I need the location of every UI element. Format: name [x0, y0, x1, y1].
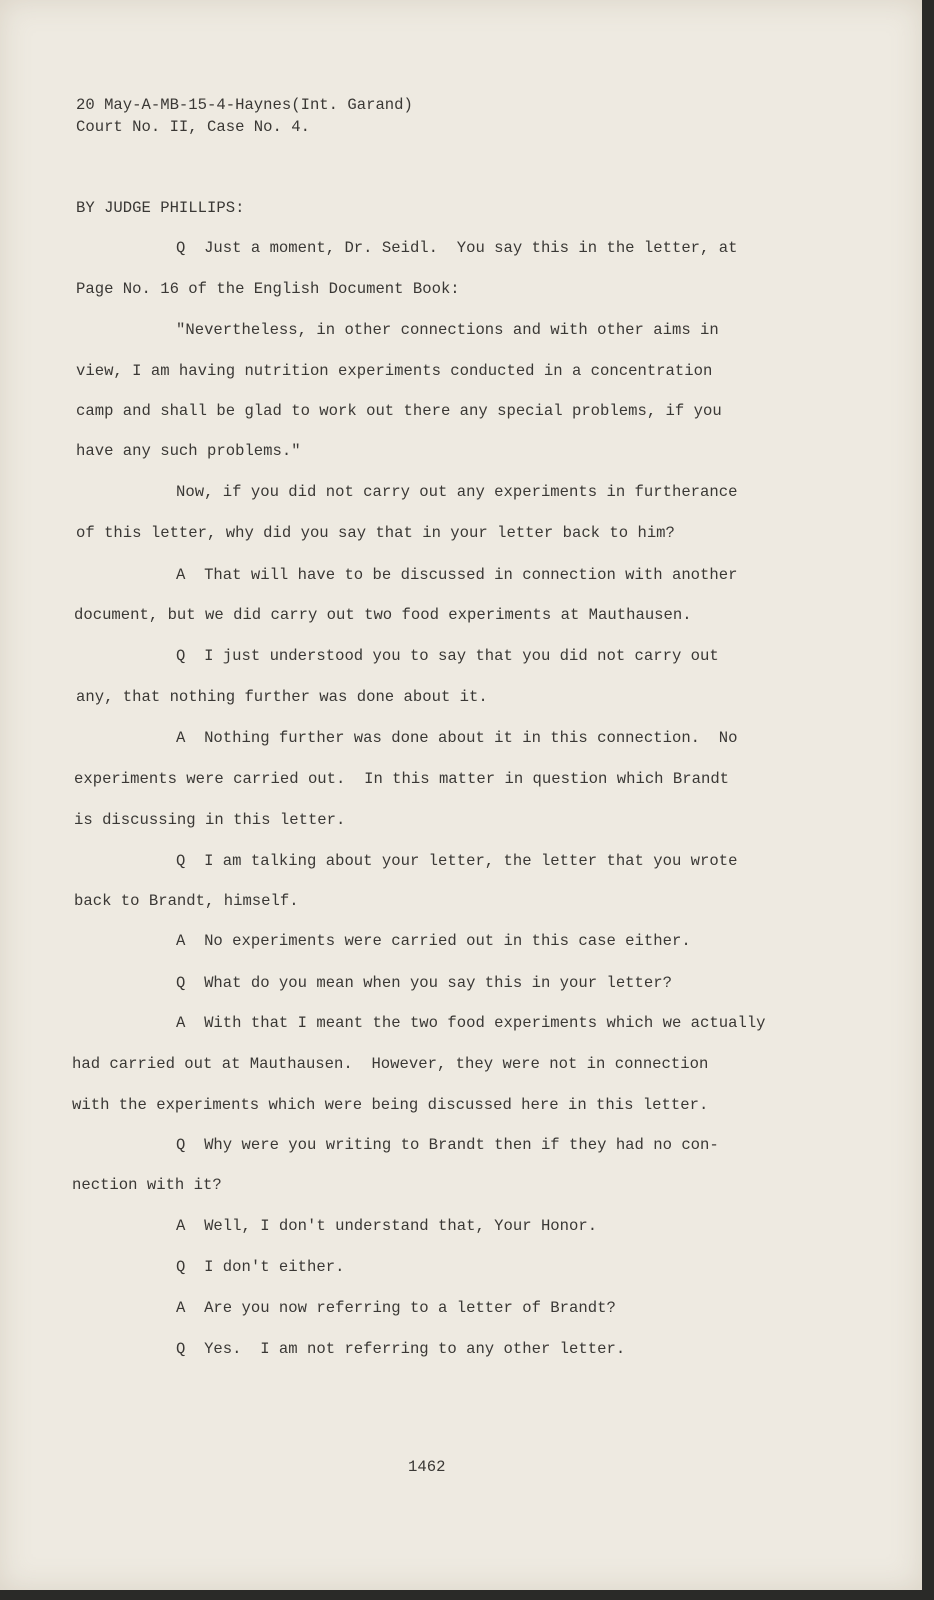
transcript-line: Q Just a moment, Dr. Seidl. You say this in the letter, at — [176, 239, 738, 257]
speaker-heading: BY JUDGE PHILLIPS: — [76, 199, 245, 217]
transcript-line: "Nevertheless, in other connections and with other aims in — [176, 321, 719, 339]
transcript-line: is discussing in this letter. — [74, 811, 346, 829]
transcript-line: Q What do you mean when you say this in your letter? — [176, 974, 672, 992]
transcript-line: Now, if you did not carry out any experiments in furtherance — [176, 483, 738, 501]
transcript-line: Q Yes. I am not referring to any other letter. — [176, 1340, 626, 1358]
transcript-line: back to Brandt, himself. — [74, 892, 299, 910]
transcript-line: A Nothing further was done about it in this connection. No — [176, 729, 738, 747]
transcript-line: have any such problems." — [76, 442, 301, 460]
transcript-line: A No experiments were carried out in this case either. — [176, 932, 691, 950]
transcript-line: experiments were carried out. In this matter in question which Brandt — [74, 770, 730, 788]
transcript-line: camp and shall be glad to work out there any special problems, if you — [76, 402, 722, 420]
page-number: 1462 — [408, 1458, 446, 1476]
transcript-line: A Are you now referring to a letter of Brandt? — [176, 1299, 616, 1317]
header-line-1: 20 May-A-MB-15-4-Haynes(Int. Garand) — [76, 96, 413, 114]
transcript-line: A With that I meant the two food experiments which we actually — [176, 1014, 766, 1032]
transcript-line: any, that nothing further was done about it. — [76, 688, 488, 706]
transcript-line: A Well, I don't understand that, Your Honor. — [176, 1217, 598, 1235]
transcript-line: Q I don't either. — [176, 1258, 345, 1276]
header-line-2: Court No. II, Case No. 4. — [76, 118, 310, 136]
transcript-line: Q Why were you writing to Brandt then if they had no con- — [176, 1136, 719, 1154]
transcript-line: had carried out at Mauthausen. However, they were not in connection — [72, 1055, 709, 1073]
transcript-line: nection with it? — [72, 1176, 222, 1194]
transcript-line: Page No. 16 of the English Document Book: — [76, 280, 460, 298]
transcript-line: document, but we did carry out two food experiments at Mauthausen. — [74, 606, 692, 624]
transcript-line: Q I just understood you to say that you did not carry out — [176, 647, 719, 665]
transcript-line: of this letter, why did you say that in your letter back to him? — [76, 524, 675, 542]
transcript-line: with the experiments which were being discussed here in this letter. — [72, 1096, 709, 1114]
transcript-line: view, I am having nutrition experiments conducted in a concentration — [76, 362, 713, 380]
transcript-line: Q I am talking about your letter, the letter that you wrote — [176, 852, 738, 870]
transcript-line: A That will have to be discussed in connection with another — [176, 566, 738, 584]
